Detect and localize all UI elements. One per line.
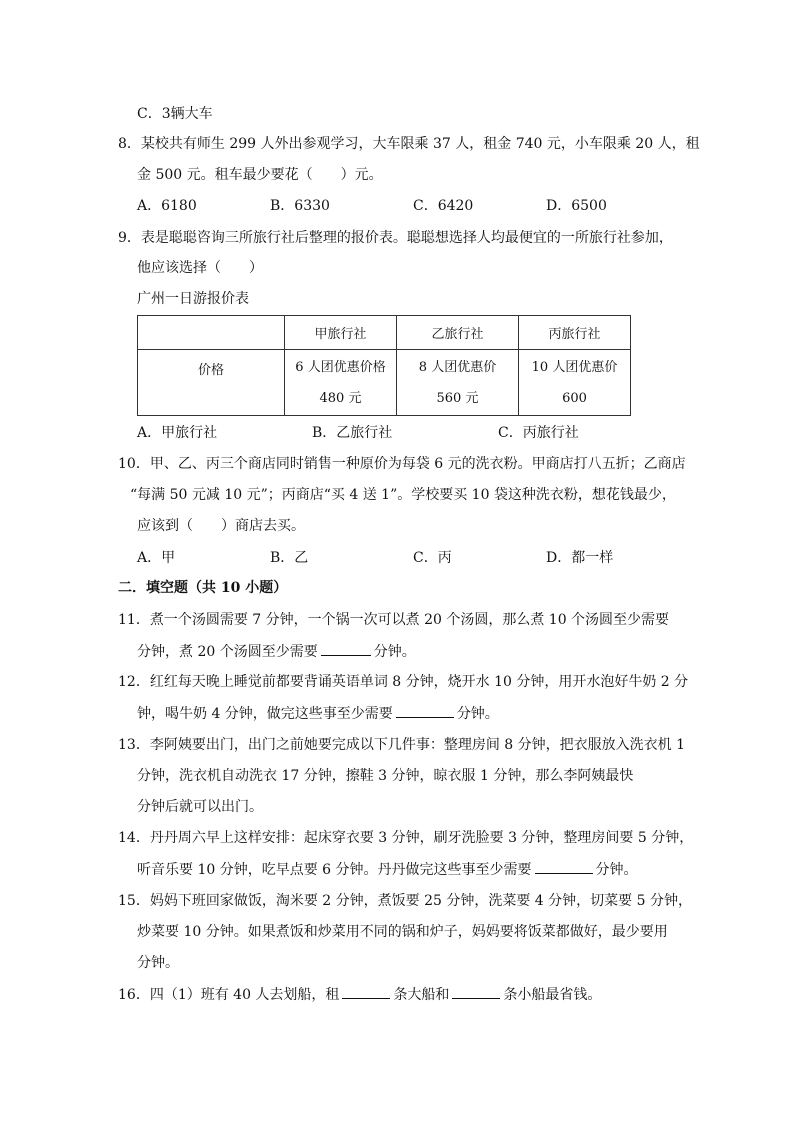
q10-option-c: C．丙 [413,550,452,566]
q11-text-part-b: 分钟。 [373,644,416,660]
q8-text-line2: 金 500 元。租车最少要花（ ）元。 [137,167,383,183]
q9-option-c: C．丙旅行社 [498,425,579,441]
q9-text-line1: 9．表是聪聪咨询三所旅行社后整理的报价表。聪聪想选择人均最便宜的一所旅行社参加， [118,230,673,246]
price-table-header-bing: 丙旅行社 [519,316,631,350]
q10-text-line1: 10．甲、乙、丙三个商店同时销售一种原价为每袋 6 元的洗衣粉。甲商店打八五折；乙商店 [118,456,686,472]
q14-text-line2 [137,859,638,880]
q14-text-line1: 14．丹丹周六早上这样安排：起床穿衣要 3 分钟，刷牙洗脸要 3 分钟，整理房间要 5 分钟， [118,830,694,846]
section-fill-in-title: 二．填空题（共 10 小题） [118,580,288,596]
q14-answer-blank[interactable] [535,859,593,874]
q10-option-d: D．都一样 [546,550,614,566]
q12-text-part-b: 分钟。 [456,706,499,722]
q16-text-part-b: 条大船和 [393,987,450,1003]
q7-option-c: C．3辆大车 [137,106,213,122]
q9-option-a: A．甲旅行社 [137,425,218,441]
q8-option-c: C．6420 [413,198,474,214]
price-cell-yi-line1: 8 人团优惠价 [418,359,497,375]
q13-text-line3: 分钟后就可以出门。 [137,799,263,815]
q15-text-line2: 炒菜要 10 分钟。如果煮饭和炒菜用不同的锅和炉子，妈妈要将饭菜都做好，最少要用 [137,924,668,940]
q8-option-a: A．6180 [137,198,197,214]
price-table-row [138,350,631,416]
q14-text-part-b: 分钟。 [595,862,638,878]
q16-answer-blank-1[interactable] [342,984,390,999]
price-cell-jia-line1: 6 人团优惠价格 [295,359,386,375]
q12-text-line1: 12．红红每天晚上睡觉前都要背诵英语单词 8 分钟，烧开水 10 分钟，用开水泡好牛奶 2 分 [118,674,689,690]
q9-text-line2: 他应该选择（ ） [137,260,263,276]
q8-text-line1: 8．某校共有师生 299 人外出参观学习，大车限乘 37 人，租金 740 元，小车限乘 20 人，租 [118,136,700,152]
q11-text-part-a: 分钟，煮 20 个汤圆至少需要 [137,644,318,660]
price-table-cell-bing [519,350,631,416]
q16-text-part-a: 16．四（1）班有 40 人去划船，租 [118,987,340,1003]
q16-text-part-c: 条小船最省钱。 [503,987,602,1003]
q11-answer-blank[interactable] [321,641,371,656]
q16-text-line [118,984,601,1005]
q13-text-line2: 分钟，洗衣机自动洗衣 17 分钟，擦鞋 3 分钟，晾衣服 1 分钟，那么李阿姨最快 [137,768,634,784]
q10-option-b: B．乙 [270,550,309,566]
price-table-cell-yi [397,350,519,416]
price-table-header-row [138,316,631,350]
q10-text-line3: 应该到（ ）商店去买。 [137,518,305,534]
price-cell-jia-line2: 480 元 [319,390,362,406]
q13-text-line1: 13．李阿姨要出门，出门之前她要完成以下几件事：整理房间 8 分钟，把衣服放入洗衣机 1 [118,737,685,753]
q8-option-d: D．6500 [546,198,607,214]
q12-answer-blank[interactable] [396,703,454,718]
q9-option-b: B．乙旅行社 [312,425,393,441]
price-table-cell-jia [285,350,397,416]
q8-option-b: B．6330 [270,198,330,214]
price-table-header-empty [138,316,285,350]
price-table-header-yi: 乙旅行社 [397,316,519,350]
price-table-row-label: 价格 [138,350,285,416]
price-cell-bing-line1: 10 人团优惠价 [531,359,618,375]
q11-text-line1: 11．煮一个汤圆需要 7 分钟，一个锅一次可以煮 20 个汤圆，那么煮 10 个汤圆至少需要 [118,612,670,628]
q9-table-title: 广州一日游报价表 [137,291,249,307]
q14-text-part-a: 听音乐要 10 分钟，吃早点要 6 分钟。丹丹做完这些事至少需要 [137,862,532,878]
q10-text-line2: “每满 50 元减 10 元”；丙商店“买 4 送 1”。学校要买 10 袋这种洗衣粉，想花钱最少， [130,487,676,503]
q15-text-line3: 分钟。 [137,955,179,971]
price-cell-yi-line2: 560 元 [436,390,479,406]
price-cell-bing-line2: 600 [562,390,587,406]
q15-text-line1: 15．妈妈下班回家做饭，淘米要 2 分钟，煮饭要 25 分钟，洗菜要 4 分钟，切菜要 5 分钟， [118,893,692,909]
q12-text-part-a: 钟，喝牛奶 4 分钟，做完这些事至少需要 [137,706,393,722]
q16-answer-blank-2[interactable] [452,984,500,999]
q12-text-line2 [137,703,499,724]
q10-option-a: A．甲 [137,550,176,566]
price-table [137,315,631,416]
q11-text-line2 [137,641,416,662]
price-table-header-jia: 甲旅行社 [285,316,397,350]
